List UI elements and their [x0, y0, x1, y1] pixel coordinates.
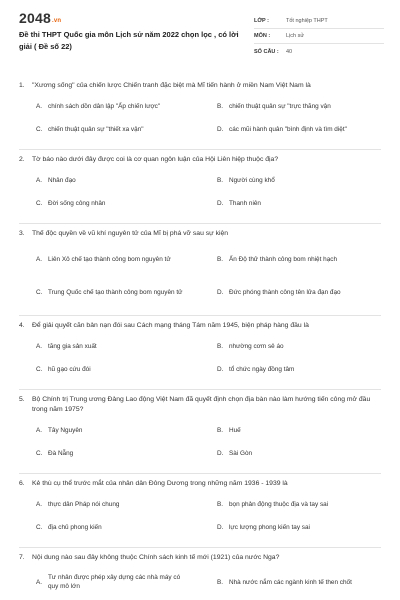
answer-option[interactable] — [19, 567, 200, 597]
answer-option[interactable] — [19, 118, 200, 141]
question-number: 2. — [19, 156, 25, 163]
question-number: 3. — [19, 230, 25, 237]
answer-option[interactable] — [19, 419, 200, 442]
answer-option[interactable] — [200, 493, 381, 516]
info-value: 40 — [286, 48, 293, 55]
question-text: Để giải quyết căn bản nạn đói sau Cách mạng tháng Tám năm 1945, biện pháp hàng đầu là — [32, 322, 309, 329]
question-text: Nội dung nào sau đây không thuộc Chính sách kinh tế mới (1921) của nước Nga? — [32, 554, 280, 561]
answer-option[interactable] — [19, 95, 200, 118]
option-letter: A. — [36, 578, 43, 586]
info-value[interactable]: Lịch sử — [286, 33, 305, 39]
option-letter: B. — [217, 578, 224, 586]
answer-option[interactable] — [19, 493, 200, 516]
answer-option[interactable] — [19, 169, 200, 192]
site-logo[interactable] — [19, 10, 61, 26]
answer-option[interactable] — [19, 192, 200, 215]
question-header — [19, 316, 381, 335]
option-text: tổ chức ngày đồng tâm — [229, 366, 295, 373]
answer-option[interactable] — [19, 243, 200, 276]
option-letter: B. — [217, 427, 224, 434]
option-text: Liên Xô chế tạo thành công bom nguyên tử — [48, 256, 171, 263]
option-letter: B. — [217, 343, 224, 350]
answer-options — [19, 493, 381, 539]
answer-options — [19, 567, 381, 597]
page-header — [0, 0, 400, 62]
answer-option[interactable] — [19, 358, 200, 381]
option-text: các mũi hành quân "bình định và tìm diệt" — [229, 126, 347, 133]
option-letter: C. — [36, 366, 43, 373]
option-text: chiến thuật quân sự "thiết xa vận" — [48, 126, 144, 133]
answer-option[interactable] — [19, 276, 200, 309]
answer-options — [19, 243, 381, 309]
question-header — [19, 224, 381, 243]
answer-option[interactable] — [200, 335, 381, 358]
option-letter: A. — [36, 177, 43, 184]
answer-option[interactable] — [200, 192, 381, 215]
question-text: Tờ báo nào dưới đây được coi là cơ quan ngôn luận của Hội Liên hiệp thuộc địa? — [32, 156, 279, 163]
option-text: Thanh niên — [229, 200, 261, 207]
option-text: bọn phản động thuộc địa và tay sai — [229, 501, 329, 508]
info-label: MÔN : — [254, 33, 271, 39]
option-text: thực dân Pháp nói chung — [48, 501, 120, 508]
info-row-question-count — [254, 44, 384, 59]
option-letter: D. — [217, 200, 224, 207]
answer-option[interactable] — [200, 419, 381, 442]
answer-option[interactable] — [200, 95, 381, 118]
option-text: Đức phóng thành công tên lửa đạn đạo — [229, 289, 341, 296]
option-text: Trung Quốc chế tạo thành công bom nguyên tử — [48, 289, 183, 296]
option-text: địa chủ phong kiến — [48, 524, 102, 531]
logo-main: 2048 — [19, 10, 51, 26]
answer-option[interactable] — [200, 169, 381, 192]
option-letter: D. — [217, 366, 224, 373]
question-header — [19, 548, 381, 567]
option-text: Tây Nguyên — [48, 427, 83, 434]
answer-option[interactable] — [200, 243, 381, 276]
question-item — [0, 76, 400, 141]
answer-options — [19, 335, 381, 381]
question-item — [0, 474, 400, 539]
question-number: 7. — [19, 554, 25, 561]
exam-info-panel — [254, 14, 384, 59]
info-label: LỚP : — [254, 18, 269, 24]
option-letter: C. — [36, 524, 43, 531]
answer-options — [19, 169, 381, 215]
answer-options — [19, 95, 381, 141]
info-row-class — [254, 14, 384, 29]
option-text: Người cùng khổ — [229, 177, 275, 184]
option-text: Huế — [229, 427, 241, 434]
answer-option[interactable] — [200, 567, 381, 597]
question-header — [19, 150, 381, 169]
option-text: hũ gạo cứu đói — [48, 366, 91, 373]
question-text: Kẻ thù cụ thể trước mắt của nhân dân Đông Dương trong những năm 1936 - 1939 là — [32, 480, 288, 487]
option-letter: C. — [36, 289, 43, 296]
answer-option[interactable] — [200, 442, 381, 465]
option-letter: B. — [217, 103, 224, 110]
option-text: Đời sống công nhân — [48, 200, 106, 207]
answer-option[interactable] — [200, 276, 381, 309]
question-item — [0, 224, 400, 309]
question-text: "Xương sống" của chiến lược Chiến tranh đặc biệt mà Mĩ tiến hành ở miền Nam Việt Nam là — [32, 82, 311, 89]
question-number: 5. — [19, 396, 25, 403]
answer-option[interactable] — [200, 358, 381, 381]
option-text: Tư nhân được phép xây dựng các nhà máy có quy mô lớn — [48, 574, 181, 590]
option-text: chiến thuật quân sự "trực thăng vận — [229, 103, 331, 110]
question-list — [0, 76, 400, 597]
question-item — [0, 548, 400, 597]
answer-options — [19, 419, 381, 465]
option-letter: A. — [36, 256, 43, 263]
option-letter: C. — [36, 126, 43, 133]
option-text: Nhà nước nắm các ngành kinh tế then chốt — [229, 578, 352, 586]
option-letter: D. — [217, 450, 224, 457]
option-letter: A. — [36, 501, 43, 508]
question-number: 1. — [19, 82, 25, 89]
option-letter: A. — [36, 427, 43, 434]
document-title: Đề thi THPT Quốc gia môn Lịch sử năm 2022 chọn lọc , có lời giải ( Đề số 22) — [19, 30, 239, 51]
question-text: Bộ Chính trị Trung ương Đảng Lao động Việt Nam đã quyết định chọn địa bàn nào làm hướng tiến công mở đầu trong năm 1975? — [32, 396, 371, 413]
question-header — [19, 474, 381, 493]
question-header — [19, 390, 381, 419]
option-letter: B. — [217, 177, 224, 184]
option-text: lực lượng phong kiến tay sai — [229, 524, 310, 531]
question-number: 6. — [19, 480, 25, 487]
option-text: Nhân đạo — [48, 177, 76, 184]
info-value[interactable]: Tốt nghiệp THPT — [286, 18, 328, 24]
option-letter: A. — [36, 343, 43, 350]
answer-option[interactable] — [200, 118, 381, 141]
info-row-subject — [254, 29, 384, 44]
option-text: chính sách dồn dân lập "Ấp chiến lược" — [48, 103, 161, 110]
question-item — [0, 390, 400, 465]
question-number: 4. — [19, 322, 25, 329]
option-text: nhường cơm sẻ áo — [229, 343, 284, 350]
option-letter: C. — [36, 200, 43, 207]
answer-option[interactable] — [19, 335, 200, 358]
option-letter: A. — [36, 103, 43, 110]
info-label: SỐ CÂU : — [254, 48, 279, 55]
option-text: Sài Gòn — [229, 450, 253, 457]
answer-option[interactable] — [19, 516, 200, 539]
option-letter: B. — [217, 256, 224, 263]
option-letter: D. — [217, 289, 224, 296]
question-header — [19, 76, 381, 95]
question-item — [0, 150, 400, 215]
option-text: Ấn Độ thử thành công bom nhiệt hạch — [229, 256, 338, 263]
option-letter: D. — [217, 524, 224, 531]
option-letter: C. — [36, 450, 43, 457]
logo-suffix: .vn — [51, 18, 62, 24]
option-letter: B. — [217, 501, 224, 508]
question-item — [0, 316, 400, 381]
option-text: Đà Nẵng — [48, 450, 74, 457]
option-text: tăng gia sản xuất — [48, 343, 97, 350]
option-letter: D. — [217, 126, 224, 133]
answer-option[interactable] — [19, 442, 200, 465]
answer-option[interactable] — [200, 516, 381, 539]
question-text: Thế độc quyền về vũ khí nguyên tử của Mĩ bị phá vỡ sau sự kiện — [32, 230, 229, 237]
